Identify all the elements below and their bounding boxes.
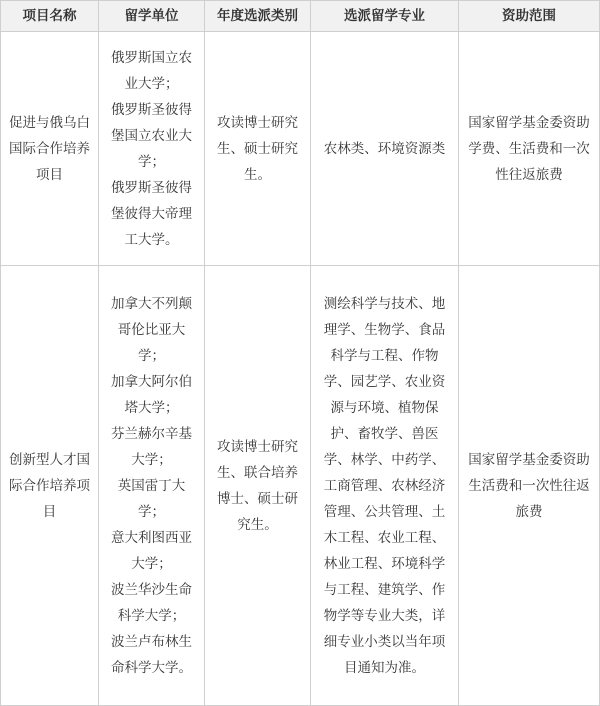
study-unit: 俄罗斯圣彼得堡国立农业大学； [111, 101, 192, 170]
study-units-cell [99, 266, 205, 706]
funding-scope-cell: 国家留学基金委资助生活费和一次性往返旅费 [459, 266, 600, 706]
table-row [1, 266, 600, 706]
study-unit: 波兰卢布林生命科学大学。 [111, 633, 192, 676]
header-study-unit: 留学单位 [99, 1, 205, 32]
study-major-cell: 测绘科学与技术、地理学、生物学、食品科学与工程、作物学、园艺学、农业资源与环境、植物保护、畜牧学、兽医学、林学、中药学、工商管理、农林经济管理、公共管理、土木工程、农业工程、林业工程、环境科学与工程、建筑学、作物学等专业大类，详细专业小类以当年项目通知为准。 [311, 266, 459, 706]
funding-scope-cell: 国家留学基金委资助学费、生活费和一次性往返旅费 [459, 32, 600, 266]
study-unit: 加拿大阿尔伯塔大学； [111, 373, 192, 416]
project-name-cell: 创新型人才国际合作培养项目 [1, 266, 99, 706]
header-funding-scope: 资助范围 [459, 1, 600, 32]
project-name-cell: 促进与俄乌白国际合作培养项目 [1, 32, 99, 266]
annual-category-cell: 攻读博士研究生、硕士研究生。 [205, 32, 311, 266]
study-unit: 波兰华沙生命科学大学； [111, 581, 192, 624]
study-unit: 加拿大不列颠哥伦比亚大学； [111, 295, 192, 364]
header-project-name: 项目名称 [1, 1, 99, 32]
table-row [1, 32, 600, 266]
study-unit: 俄罗斯国立农业大学； [111, 49, 192, 92]
study-unit: 芬兰赫尔辛基大学； [111, 425, 192, 468]
study-unit: 俄罗斯圣彼得堡彼得大帝理工大学。 [111, 179, 192, 248]
study-unit: 英国雷丁大学； [117, 477, 186, 520]
header-row [1, 1, 600, 32]
annual-category-cell: 攻读博士研究生、联合培养博士、硕士研究生。 [205, 266, 311, 706]
study-units-cell [99, 32, 205, 266]
header-annual-category: 年度选派类别 [205, 1, 311, 32]
study-unit: 意大利图西亚大学； [111, 529, 192, 572]
header-study-major: 选派留学专业 [311, 1, 459, 32]
study-major-cell: 农林类、环境资源类 [311, 32, 459, 266]
